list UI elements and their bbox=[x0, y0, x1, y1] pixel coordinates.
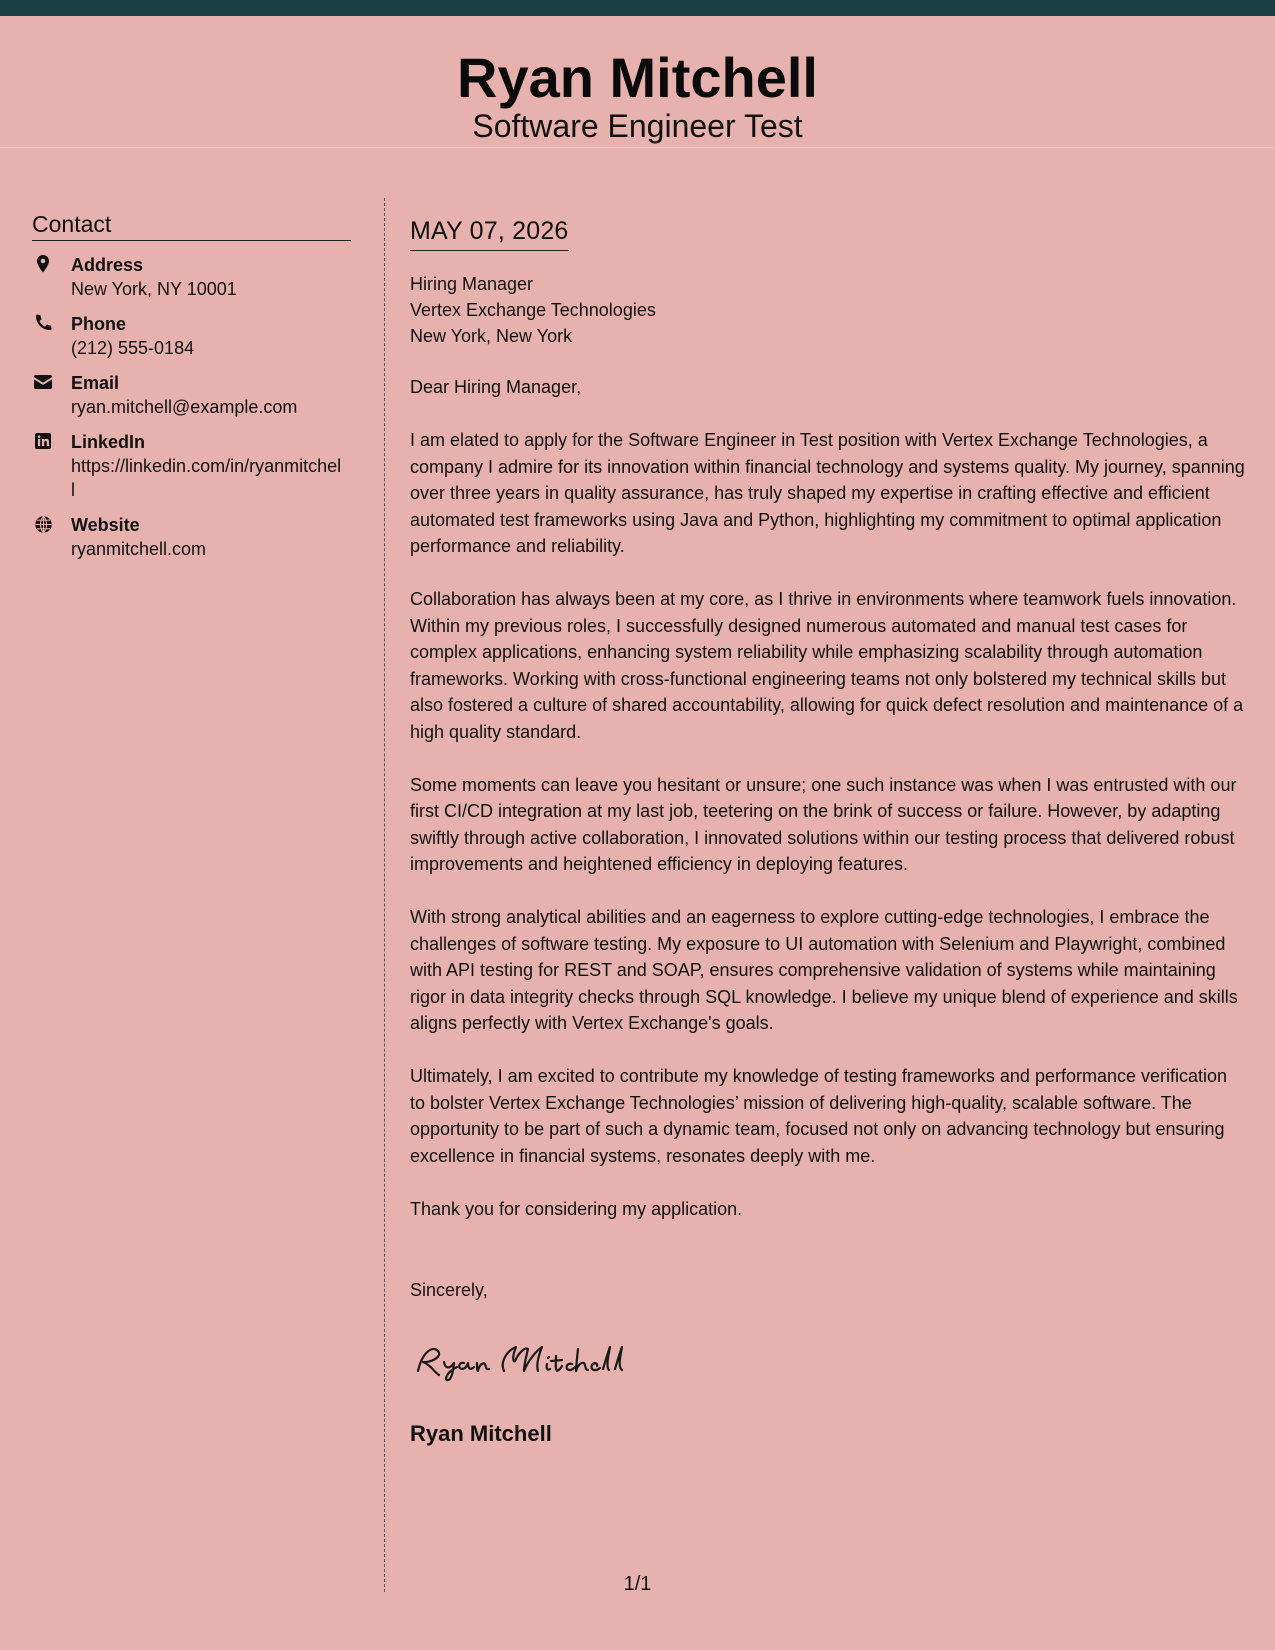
date-block bbox=[410, 216, 569, 251]
contact-label: Address bbox=[71, 255, 144, 275]
page-number bbox=[0, 1572, 1275, 1596]
contact-label: LinkedIn bbox=[71, 432, 146, 452]
paragraph: With strong analytical abilities and an eagerness to explore cutting-edge technologies, I embrace the challenges of software testing. My exposure to UI automation with Selenium and Playwright, combined with API testing for REST and SOAP, ensures comprehensive validation of systems while maintaining rigor in data integrity checks through SQL knowledge. I believe my unique blend of experience and skills aligns perfectly with Vertex Exchange's goals. bbox=[410, 907, 1238, 1033]
paragraph: Thank you for considering my application. bbox=[410, 1198, 743, 1219]
closing: Sincerely, bbox=[410, 1280, 488, 1300]
signature-image bbox=[410, 1333, 640, 1383]
recipient-title: Hiring Manager bbox=[410, 274, 534, 294]
contact-list bbox=[32, 253, 351, 561]
top-accent-bar bbox=[0, 0, 1275, 16]
email-value: ryan.mitchell@example.com bbox=[71, 397, 298, 417]
header bbox=[0, 16, 1275, 148]
contact-sidebar bbox=[32, 210, 351, 572]
recipient-company: Vertex Exchange Technologies bbox=[410, 300, 656, 320]
paragraph: Some moments can leave you hesitant or unsure; one such instance was when I was entrusted with our first CI/CD integration at my last job, teetering on the brink of success or failure. However, by adapting swiftly through active collaboration, I innovated solutions within our testing process that delivered robust improvements and heightened efficiency in deploying features. bbox=[410, 774, 1237, 874]
address-value: New York, NY 10001 bbox=[71, 279, 237, 299]
recipient-block bbox=[410, 271, 1246, 349]
recipient-location: New York, New York bbox=[410, 326, 573, 346]
phone-value: (212) 555-0184 bbox=[71, 338, 195, 358]
contact-item-email bbox=[32, 371, 351, 419]
contact-label: Phone bbox=[71, 314, 127, 334]
linkedin-icon bbox=[32, 431, 54, 451]
letter-text bbox=[410, 374, 1246, 1222]
column-divider bbox=[384, 198, 385, 1592]
signed-name: Ryan Mitchell bbox=[410, 1421, 552, 1446]
contact-label: Website bbox=[71, 515, 140, 535]
contact-item-address bbox=[32, 253, 351, 301]
contact-item-website bbox=[32, 513, 351, 561]
linkedin-value[interactable]: https://linkedin.com/in/ryanmitchell bbox=[71, 456, 342, 500]
letter-body bbox=[410, 216, 1246, 1249]
location-pin-icon bbox=[32, 254, 54, 274]
contact-item-linkedin bbox=[32, 430, 351, 502]
contact-label: Email bbox=[71, 373, 120, 393]
job-title: Software Engineer Test bbox=[472, 108, 803, 144]
phone-icon bbox=[32, 313, 54, 333]
website-value[interactable]: ryanmitchell.com bbox=[71, 539, 207, 559]
applicant-name: Ryan Mitchell bbox=[457, 46, 818, 109]
paragraph: Collaboration has always been at my core, as I thrive in environments where teamwork fuels innovation. Within my previous roles, I successfully designed numerous automated and manual test cases for complex applications, enhancing system reliability while emphasizing scalability through automation frameworks. Working with cross-functional engineering teams not only bolstered my technical skills but also fostered a culture of shared accountability, allowing for quick defect resolution and maintenance of a high quality standard. bbox=[410, 589, 1244, 742]
paragraph: I am elated to apply for the Software Engineer in Test position with Vertex Exchange Technologies, a company I admire for its innovation within financial technology and systems quality. My journey, spanning over three years in quality assurance, has truly shaped my expertise in crafting effective and efficient automated test frameworks using Java and Python, highlighting my commitment to optimal application performance and reliability. bbox=[410, 430, 1245, 556]
envelope-icon bbox=[32, 372, 54, 392]
contact-item-phone bbox=[32, 312, 351, 360]
salutation: Dear Hiring Manager, bbox=[410, 377, 582, 397]
paragraph: Ultimately, I am excited to contribute my knowledge of testing frameworks and performance verification to bolster Vertex Exchange Technologies’ mission of delivering high-quality, scalable software. The opportunity to be part of such a dynamic team, focused not only on advancing technology but ensuring excellence in financial systems, resonates deeply with me. bbox=[410, 1066, 1228, 1166]
globe-icon bbox=[32, 514, 54, 534]
contact-heading: Contact bbox=[32, 210, 351, 241]
page-number-text: 1/1 bbox=[623, 1573, 652, 1595]
letter-date: MAY 07, 2026 bbox=[410, 217, 569, 245]
